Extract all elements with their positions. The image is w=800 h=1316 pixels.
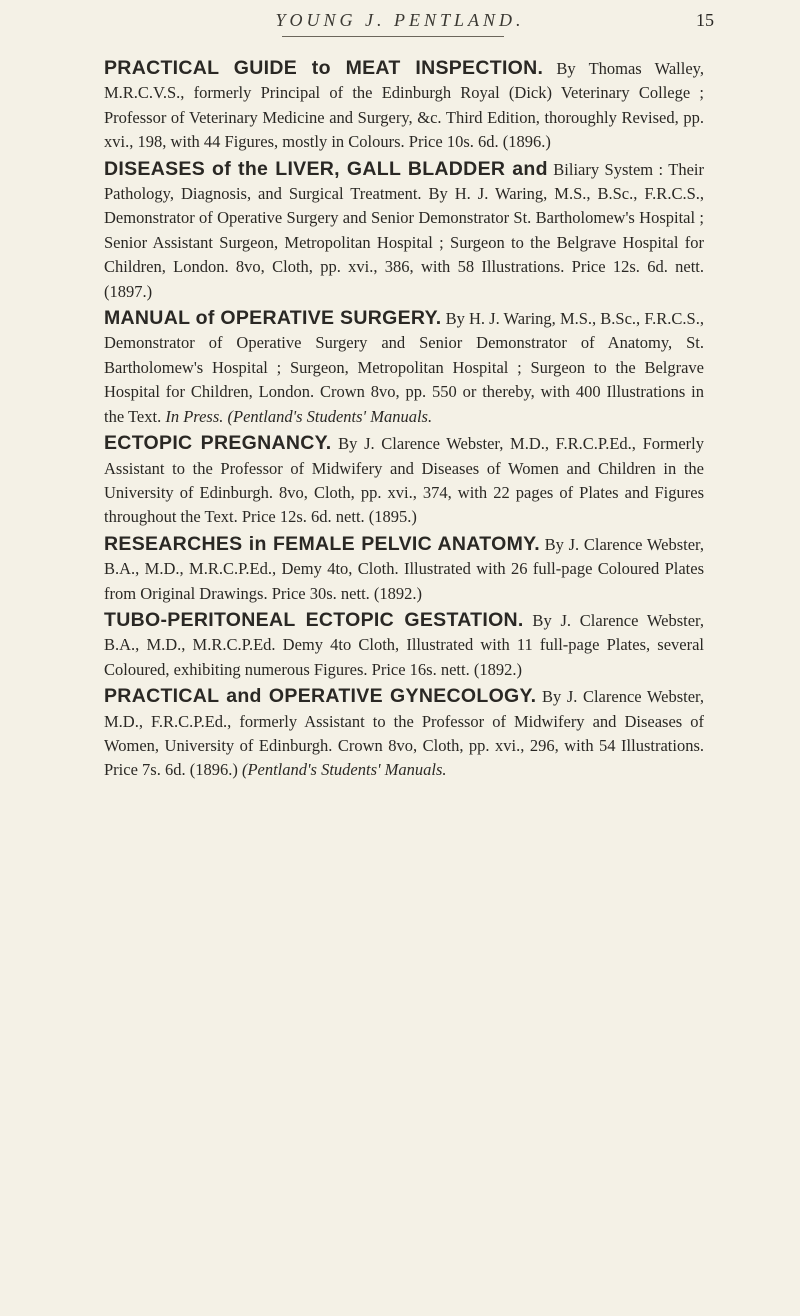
entry-body: By H. J. Waring, M.S., B.Sc., F.R.C.S., Demonstrator of Operative Surgery and Senior Demonstrator of Anatomy, St. Bartholomew's Hospital ; Surgeon, Metropolitan Hospital ; Surgeon to the Belgrave Hospital for Children, London. Crown 8vo, pp. 550 or thereby, with 400 Illustrations in the Text. [104,309,704,426]
entry-body: By Thomas Walley, M.R.C.V.S., formerly Principal of the Edinburgh Royal (Dick) Veterinary College ; Professor of Veterinary Medicine and Surgery, &c. Third Edition, thoroughly Revised, pp. xvi., 198, with 44 Figures, mostly in Colours. Price 10s. 6d. (1896.) [104,59,704,152]
book-list [104,56,704,785]
entry-diseases-liver [104,157,704,304]
entry-pelvic-anatomy [104,532,704,606]
entry-note: In Press. (Pentland's Students' Manuals. [165,406,433,426]
entry-heading: ECTOPIC PREGNANCY. [104,432,332,455]
page-number: 15 [696,10,714,30]
entry-body: By J. Clarence Webster, B.A., M.D., M.R.C.P.Ed. Demy 4to Cloth, Illustrated with 11 full-page Plates, several Coloured, exhibiting numerous Figures. Price 16s. nett. (1892.) [104,610,705,679]
entry-heading: RESEARCHES in FEMALE PELVIC ANATOMY. [104,532,540,555]
entry-body: By J. Clarence Webster, B.A., M.D., M.R.C.P.Ed., Demy 4to, Cloth. Illustrated with 26 full-page Coloured Plates from Original Drawings. Price 30s. nett. (1892.) [104,534,705,603]
entry-heading: DISEASES of the LIVER, GALL BLADDER and [104,157,548,180]
entry-body: By J. Clarence Webster, M.D., F.R.C.P.Ed., formerly Assistant to the Professor of Midwifery and Diseases of Women, University of Edinburgh. Crown 8vo, Cloth, pp. xvi., 296, with 54 Illustrations. Price 7s. 6d. (1896.) [104,687,704,780]
entry-heading: PRACTICAL and OPERATIVE GYNECOLOGY. [104,685,537,708]
entry-meat-inspection [104,56,704,155]
entry-body: Biliary System : Their Pathology, Diagnosis, and Surgical Treatment. By H. J. Waring, M.S., B.Sc., F.R.C.S., Demonstrator of Operative Surgery and Senior Demonstrator St. Bartholomew's Hospital ; Senior Assistant Surgeon, Metropolitan Hospital ; Surgeon to the Belgrave Hospital for Children, London. 8vo, Cloth, pp. xvi., 386, with 58 Illustrations. Price 12s. 6d. nett. (1897.) [104,159,704,301]
entry-operative-surgery [104,306,704,429]
running-title: YOUNG J. PENTLAND. [275,10,525,30]
entry-heading: MANUAL of OPERATIVE SURGERY. [104,307,442,330]
entry-note: (Pentland's Students' Manuals. [241,760,447,780]
entry-heading: TUBO-PERITONEAL ECTOPIC GESTATION. [104,608,524,631]
entry-heading: PRACTICAL GUIDE to MEAT INSPECTION. [104,57,544,79]
entry-ectopic-pregnancy [104,431,704,530]
entry-tubo-peritoneal [104,608,704,682]
entry-gynecology [104,684,704,783]
entry-body: By J. Clarence Webster, M.D., F.R.C.P.Ed., Formerly Assistant to the Professor of Midwifery and Diseases of Women and Children in the University of Edinburgh. 8vo, Cloth, pp. xvi., 374, with 22 pages of Plates and Figures throughout the Text. Price 12s. 6d. nett. (1895.) [104,434,704,527]
header-rule [282,36,504,37]
